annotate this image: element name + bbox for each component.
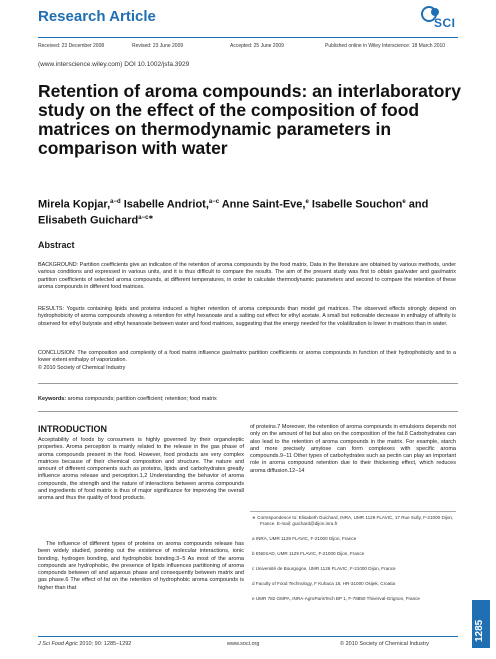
abstract-heading: Abstract [38, 240, 75, 250]
abstract-results: RESULTS: Yogurts containing lipids and proteins induced a higher retention of aroma compounds than model gel matrices. The observed effects strongly depend on hydrophobicity of aroma compounds showing a retention for ethyl hexanoate and a salting out effect for ethyl acetate. A small but noticeable decrease in enthalpy of affinity is observed for ethyl butyrate and ethyl hexanoate between water and food matrices, suggesting that the energy needed for the volatilization is lower in matrices than in water. [38, 306, 456, 327]
abstract-conclusion: CONCLUSION: The composition and complexity of a food matrix influence gas/matrix partition coefficients or aroma compounds in function of their hydrophobicity and to a lower extent enthalpy of vaporization. [38, 350, 456, 364]
author-name: and Elisabeth Guichard [38, 198, 429, 227]
intro-paragraph-2: The influence of different types of proteins on aroma compounds release has been widely studied, pointing out the existence of molecular interactions, ionic bonding, hydrogen bonding, and hydrophobic bonding.3−5 As most of the aroma compounds are hydrophobic, the presence of lipids influences partitioning of aroma compounds between oil and aqueous phase and consequently between matrix and gas phase.6 The effect of fat on the retention of hydrophobic aroma compounds is higher than that [38, 541, 244, 591]
abstract-conclusion-block [38, 350, 456, 372]
header-rule [38, 37, 458, 38]
footnotes-rule [250, 511, 456, 512]
abstract-copyright: © 2010 Society of Chemical Industry [38, 364, 126, 371]
intro-paragraph-right: of proteins.7 Moreover, the retention of aroma compounds in emulsions depends not only on the amount of fat but also on the composition of the fat.8 Carbohydrates can also lead to the retention of aroma compounds in the matrix. For example, starch and more precisely amylose can form complexes with specific aroma compounds.9−11 Other types of carbohydrates such as pectin can play an important role in aroma compound retention due to their thickening effect, which reduces aroma diffusion.12−14 [250, 424, 456, 474]
footer-citation [38, 641, 131, 647]
affiliation-notes [250, 515, 456, 611]
article-title: Retention of aroma compounds: an interlaboratory study on the effect of the composition of food matrices on thermodynamic parameters in comparison with water [38, 81, 461, 158]
article-type-label: Research Article [38, 8, 156, 25]
footer-copyright: © 2010 Society of Chemical Industry [340, 641, 430, 647]
footer-rule [38, 636, 458, 637]
abstract-background: BACKGROUND: Partition coefficients give an indication of the retention of aroma compounds by the food matrix. Data in the literature are obtained by various methods, under various conditions and expressed in various units, and it is thus difficult to compare the results. The aim of the present study was first to obtain gas/water and gas/matrix partition coefficients of selected aroma compounds, at different temperatures, in order to calculate thermodynamic parameters and second to compare the retention of these aroma compounds in different food matrices. [38, 262, 456, 291]
affiliation-note: b ENESAD, UMR 1129 FLAVIC, F-21000 Dijon, France [252, 551, 365, 556]
accepted-date: Accepted: 25 June 2009 [230, 43, 284, 49]
author-list [38, 196, 468, 227]
author-affiliation: e [305, 199, 309, 205]
logo-dot-icon [431, 8, 439, 16]
logo-text: SCI [434, 16, 456, 30]
affiliation-note: a INRA, UMR 1129 FLAVIC, F-21000 Dijon, France [252, 536, 357, 541]
published-date: Published online in Wiley Interscience: 18 March 2010 [325, 43, 446, 49]
keywords-rule-bottom [38, 411, 458, 412]
keywords-label: Keywords: [38, 396, 67, 402]
received-date: Received: 23 December 2008 [38, 43, 105, 49]
author-name: Anne Saint-Eve, [221, 198, 306, 211]
intro-paragraph-1: Acceptability of foods by consumers is highly governed by their organoleptic properties. Aroma perception is mainly related to the release in the gas phase of aroma compounds present in the food. However, food products are very complex matrices because of their chemical composition and structure. The nature and amount of different components such as proteins, lipids and carbohydrates greatly influence aroma release and perception.1,2 Understanding the behavior of aroma compounds, the strength and the nature of interactions between aroma compounds and ingredients of food matrix is thus of major significance for improving the overall aroma and thus the quality of food products. [38, 437, 244, 502]
affiliation-note: e UMR 782 GMPA, INRA-AgroParisTech BP 1, F-78850 Thiverval-Grignon, France [252, 596, 420, 601]
keywords-text: aroma compounds; partition coefficient; retention; food matrix [66, 396, 217, 402]
author-name: Mirela Kopjar, [38, 198, 111, 211]
author-name: Isabelle Andriot, [123, 198, 209, 211]
revised-date: Revised: 23 June 2009 [132, 43, 184, 49]
author-name: Isabelle Souchon [311, 198, 403, 211]
introduction-heading: INTRODUCTION [38, 424, 107, 434]
keywords-rule-top [38, 383, 458, 384]
page-number: 1285 [474, 619, 485, 642]
author-affiliation: a−c∗ [138, 214, 154, 221]
affiliation-note: c Université de Bourgogne, UMR 1129 FLAVIC, F-21000 Dijon, France [252, 566, 396, 571]
correspondence-note: ∗ Correspondence to: Elisabeth Guichard, INRA, UMR 1129 FLAVIC, 17 Rue Sully, F-21000 Dijon, France. E-mail: guichard@dijon.inra.fr [252, 515, 454, 526]
keywords-line [38, 396, 217, 402]
author-affiliation: e [402, 199, 406, 205]
sci-logo [418, 6, 458, 30]
author-affiliation: a−c [208, 199, 220, 205]
footer-volume-pages: 2010; 90: 1285–1292 [77, 641, 132, 647]
affiliation-note: d Faculty of Food Technology, F Kuhaca 18, HR-31000 Osijek, Croatia [252, 581, 396, 586]
author-affiliation: a−d [110, 199, 121, 205]
footer-journal-name: J Sci Food Agric [38, 641, 78, 647]
doi-line[interactable]: (www.interscience.wiley.com) DOI 10.1002/jsfa.3929 [38, 61, 190, 68]
footer-website[interactable]: www.soci.org [227, 641, 260, 647]
